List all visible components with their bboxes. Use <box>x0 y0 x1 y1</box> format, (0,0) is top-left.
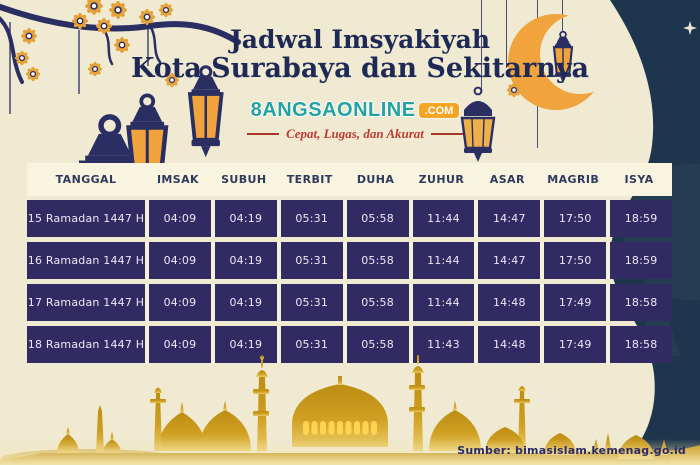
cell-tanggal: 16 Ramadan 1447 H <box>27 242 145 279</box>
cell-time: 17:49 <box>544 326 606 363</box>
source-credit: Sumber: bimasislam.kemenag.go.id <box>457 444 686 457</box>
cell-time: 17:49 <box>544 284 606 321</box>
cell-tanggal: 18 Ramadan 1447 H <box>27 326 145 363</box>
logo-tagline: Cepat, Lugas, dan Akurat <box>286 126 424 141</box>
cell-time: 11:43 <box>413 326 475 363</box>
header-isya: ISYA <box>624 173 654 186</box>
cell-time: 18:59 <box>610 200 672 237</box>
table-header-row <box>27 163 672 196</box>
cell-time: 17:50 <box>544 200 606 237</box>
cell-time: 14:48 <box>478 326 540 363</box>
lantern-icon <box>82 67 221 178</box>
bangsaonline-logo <box>225 99 485 142</box>
cell-tanggal: 17 Ramadan 1447 H <box>27 284 145 321</box>
tagline-dash <box>431 133 463 135</box>
cell-time: 18:58 <box>610 326 672 363</box>
header-terbit: TERBIT <box>286 173 333 186</box>
flower-icon <box>506 82 522 98</box>
poster-title <box>130 26 590 83</box>
prayer-schedule-table <box>27 163 672 363</box>
cell-time: 05:58 <box>347 242 409 279</box>
cell-time: 18:58 <box>610 284 672 321</box>
table-row <box>27 242 672 279</box>
table-row <box>27 200 672 237</box>
cell-time: 11:44 <box>413 200 475 237</box>
cell-time: 04:19 <box>215 326 277 363</box>
cell-time: 05:31 <box>281 284 343 321</box>
cell-tanggal: 15 Ramadan 1447 H <box>27 200 145 237</box>
cell-time: 11:44 <box>413 284 475 321</box>
cell-time: 04:09 <box>149 242 211 279</box>
header-duha: DUHA <box>356 173 395 186</box>
cell-time: 17:50 <box>544 242 606 279</box>
cell-time: 04:09 <box>149 200 211 237</box>
header-subuh: SUBUH <box>221 173 267 186</box>
tagline-dash <box>247 133 279 135</box>
header-imsak: IMSAK <box>156 173 199 186</box>
cell-time: 04:19 <box>215 242 277 279</box>
cell-time: 14:47 <box>478 242 540 279</box>
logo-wordmark <box>251 99 416 122</box>
cell-time: 04:19 <box>215 284 277 321</box>
cell-time: 18:59 <box>610 242 672 279</box>
title-line-2: Kota Surabaya dan Sekitarnya <box>130 52 590 84</box>
cell-time: 05:31 <box>281 242 343 279</box>
header-tanggal: TANGGAL <box>55 173 117 186</box>
cell-time: 05:58 <box>347 200 409 237</box>
header-zuhur: ZUHUR <box>418 173 465 186</box>
mosque-windows <box>303 421 377 435</box>
cell-time: 05:58 <box>347 284 409 321</box>
cell-time: 14:48 <box>478 284 540 321</box>
cell-time: 14:47 <box>478 200 540 237</box>
cell-time: 04:09 <box>149 284 211 321</box>
cell-time: 05:31 <box>281 200 343 237</box>
cell-time: 04:09 <box>149 326 211 363</box>
cell-time: 04:19 <box>215 200 277 237</box>
table-row <box>27 284 672 321</box>
cell-time: 05:58 <box>347 326 409 363</box>
logo-tld-badge: .COM <box>419 103 460 118</box>
title-line-1: Jadwal Imsyakiyah <box>229 25 491 54</box>
header-magrib: MAGRIB <box>547 173 600 186</box>
logo-part-1: 8ANGSA <box>250 99 338 121</box>
cell-time: 11:44 <box>413 242 475 279</box>
logo-part-2: ONLINE <box>337 99 416 121</box>
cell-time: 05:31 <box>281 326 343 363</box>
header-asar: ASAR <box>489 173 525 186</box>
